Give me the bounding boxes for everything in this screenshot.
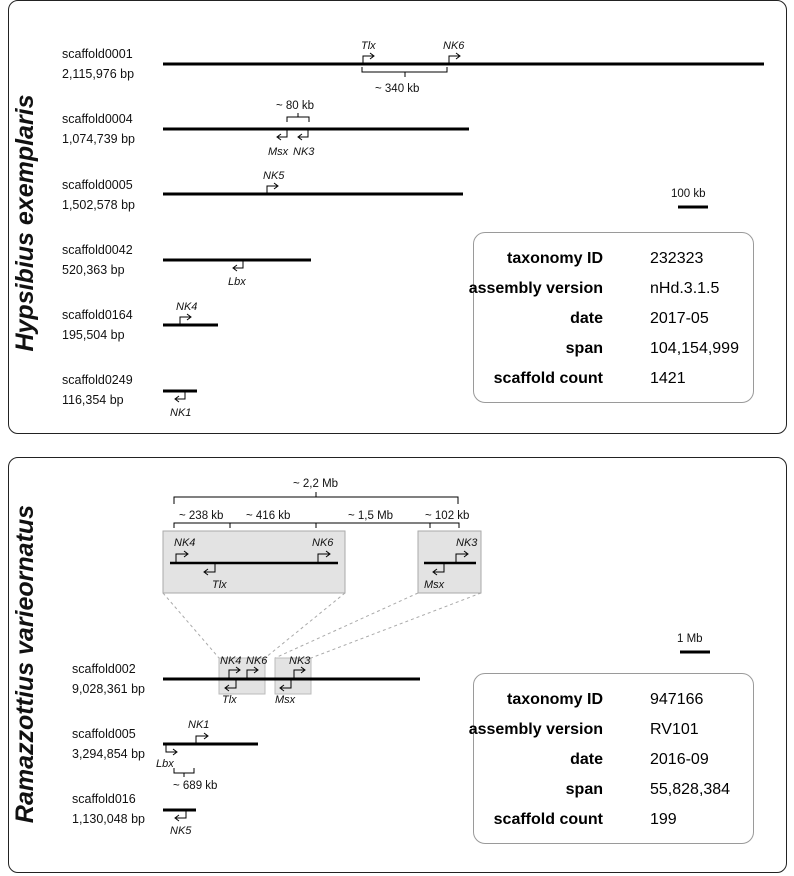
scaffold-name: scaffold0042 xyxy=(62,243,133,257)
gene-label-msx: Msx xyxy=(268,146,289,158)
distance-tlx-nk6: ~ 416 kb xyxy=(246,510,291,522)
info-key: taxonomy ID xyxy=(506,250,603,267)
gene-label-nk3: NK3 xyxy=(456,537,478,549)
scaffold-length: 2,115,976 bp xyxy=(62,67,135,81)
info-value: 947166 xyxy=(650,691,704,708)
info-value: 2017-05 xyxy=(650,310,709,327)
assembly-info-box-bottom xyxy=(468,673,754,844)
info-value: nHd.3.1.5 xyxy=(650,280,720,297)
species-title-bottom: Ramazzottius varieornatus xyxy=(11,504,39,824)
distance-tlx-nk6: ~ 340 kb xyxy=(375,83,420,95)
top-scaffold-labels xyxy=(62,47,135,407)
info-row xyxy=(468,274,753,304)
distance-msx-nk3: ~ 102 kb xyxy=(425,510,470,522)
top-gene-labels xyxy=(170,40,465,419)
gene-label-nk4: NK4 xyxy=(174,537,196,549)
info-key: scaffold count xyxy=(493,811,603,828)
bracket-msx-nk3 xyxy=(287,117,309,122)
scaffold-name: scaffold002 xyxy=(72,662,136,676)
gene-arrow xyxy=(180,317,190,324)
gene-label-nk4: NK4 xyxy=(176,301,198,313)
zoom-connectors xyxy=(163,593,481,658)
scaffold-name: scaffold0004 xyxy=(62,112,133,126)
top-gene-arrows xyxy=(175,53,460,402)
info-row xyxy=(468,715,753,745)
distance-msx-nk3: ~ 80 kb xyxy=(276,100,315,112)
distance-nk4-tlx: ~ 238 kb xyxy=(179,510,224,522)
info-value: 199 xyxy=(650,811,677,828)
species-title-top: Hypsibius exemplaris xyxy=(11,94,39,352)
info-value: 232323 xyxy=(650,250,704,267)
scaffold-name: scaffold0001 xyxy=(62,47,133,61)
gene-label-tlx: Tlx xyxy=(222,694,237,706)
gene-arrow xyxy=(176,392,185,399)
gene-label-tlx: Tlx xyxy=(212,579,227,591)
gene-label-nk1: NK1 xyxy=(170,407,192,419)
scaffold-name: scaffold0249 xyxy=(62,373,133,387)
scaffold-length: 116,354 bp xyxy=(62,393,124,407)
info-row xyxy=(474,685,753,715)
gene-label-nk6: NK6 xyxy=(443,40,465,52)
info-row xyxy=(474,244,753,274)
bottom-scaffold-labels xyxy=(72,662,145,826)
info-key: date xyxy=(570,751,603,768)
scaffold-length: 9,028,361 bp xyxy=(72,682,145,696)
gene-label-nk6: NK6 xyxy=(246,655,268,667)
gene-arrow xyxy=(363,56,373,63)
bracket-tlx-nk6 xyxy=(362,67,447,72)
info-key: date xyxy=(570,310,603,327)
scaffold-length: 520,363 bp xyxy=(62,263,125,277)
gene-label-nk3: NK3 xyxy=(293,146,315,158)
gene-arrow xyxy=(267,186,277,193)
scaffold-name: scaffold0164 xyxy=(62,308,133,322)
gene-label-nk4: NK4 xyxy=(220,655,242,667)
gene-arrow xyxy=(299,130,308,137)
scaffold-name: scaffold005 xyxy=(72,727,136,741)
gene-label-tlx: Tlx xyxy=(361,40,376,52)
info-row xyxy=(474,304,753,334)
gene-label-nk5: NK5 xyxy=(170,825,192,837)
scaffold-name: scaffold016 xyxy=(72,792,136,806)
gene-label-nk6: NK6 xyxy=(312,537,334,549)
scaffold-length: 1,502,578 bp xyxy=(62,198,135,212)
gene-arrow xyxy=(278,130,287,137)
gene-arrow xyxy=(449,56,459,63)
info-value: RV101 xyxy=(650,721,699,738)
info-row xyxy=(474,745,753,775)
info-key: span xyxy=(565,781,603,798)
info-key: scaffold count xyxy=(493,370,603,387)
scaffold-name: scaffold0005 xyxy=(62,178,133,192)
scaffold-length: 195,504 bp xyxy=(62,328,125,342)
scale-label-top: 100 kb xyxy=(671,188,706,200)
top-brackets xyxy=(287,67,447,122)
distance-nk6-msx: ~ 1,5 Mb xyxy=(348,510,394,522)
bracket-lbx-nk1 xyxy=(174,768,194,773)
gene-label-nk5: NK5 xyxy=(263,170,285,182)
scaffold-length: 1,130,048 bp xyxy=(72,812,145,826)
gene-label-lbx: Lbx xyxy=(228,276,246,288)
info-row xyxy=(474,364,753,394)
info-row xyxy=(474,805,753,835)
gene-arrow xyxy=(234,261,243,268)
scaffold-length: 1,074,739 bp xyxy=(62,132,135,146)
info-value: 2016-09 xyxy=(650,751,709,768)
distance-total: ~ 2,2 Mb xyxy=(293,478,339,490)
gene-label-nk3: NK3 xyxy=(289,655,311,667)
gene-label-nk1: NK1 xyxy=(188,719,210,731)
scale-label-bottom: 1 Mb xyxy=(677,633,703,645)
scaffold-length: 3,294,854 bp xyxy=(72,747,145,761)
info-key: taxonomy ID xyxy=(506,691,603,708)
info-value: 104,154,999 xyxy=(650,340,739,357)
info-row xyxy=(474,775,753,805)
distance-lbx-nk1: ~ 689 kb xyxy=(173,780,218,792)
bracket-total xyxy=(174,497,458,504)
gene-label-msx: Msx xyxy=(275,694,296,706)
assembly-info-box-top xyxy=(468,232,754,403)
info-row xyxy=(474,334,753,364)
info-value: 55,828,384 xyxy=(650,781,731,798)
info-key: span xyxy=(565,340,603,357)
gene-label-lbx: Lbx xyxy=(156,758,174,770)
info-value: 1421 xyxy=(650,370,686,387)
gene-label-msx: Msx xyxy=(424,579,445,591)
info-key: assembly version xyxy=(468,721,603,738)
info-key: assembly version xyxy=(468,280,603,297)
